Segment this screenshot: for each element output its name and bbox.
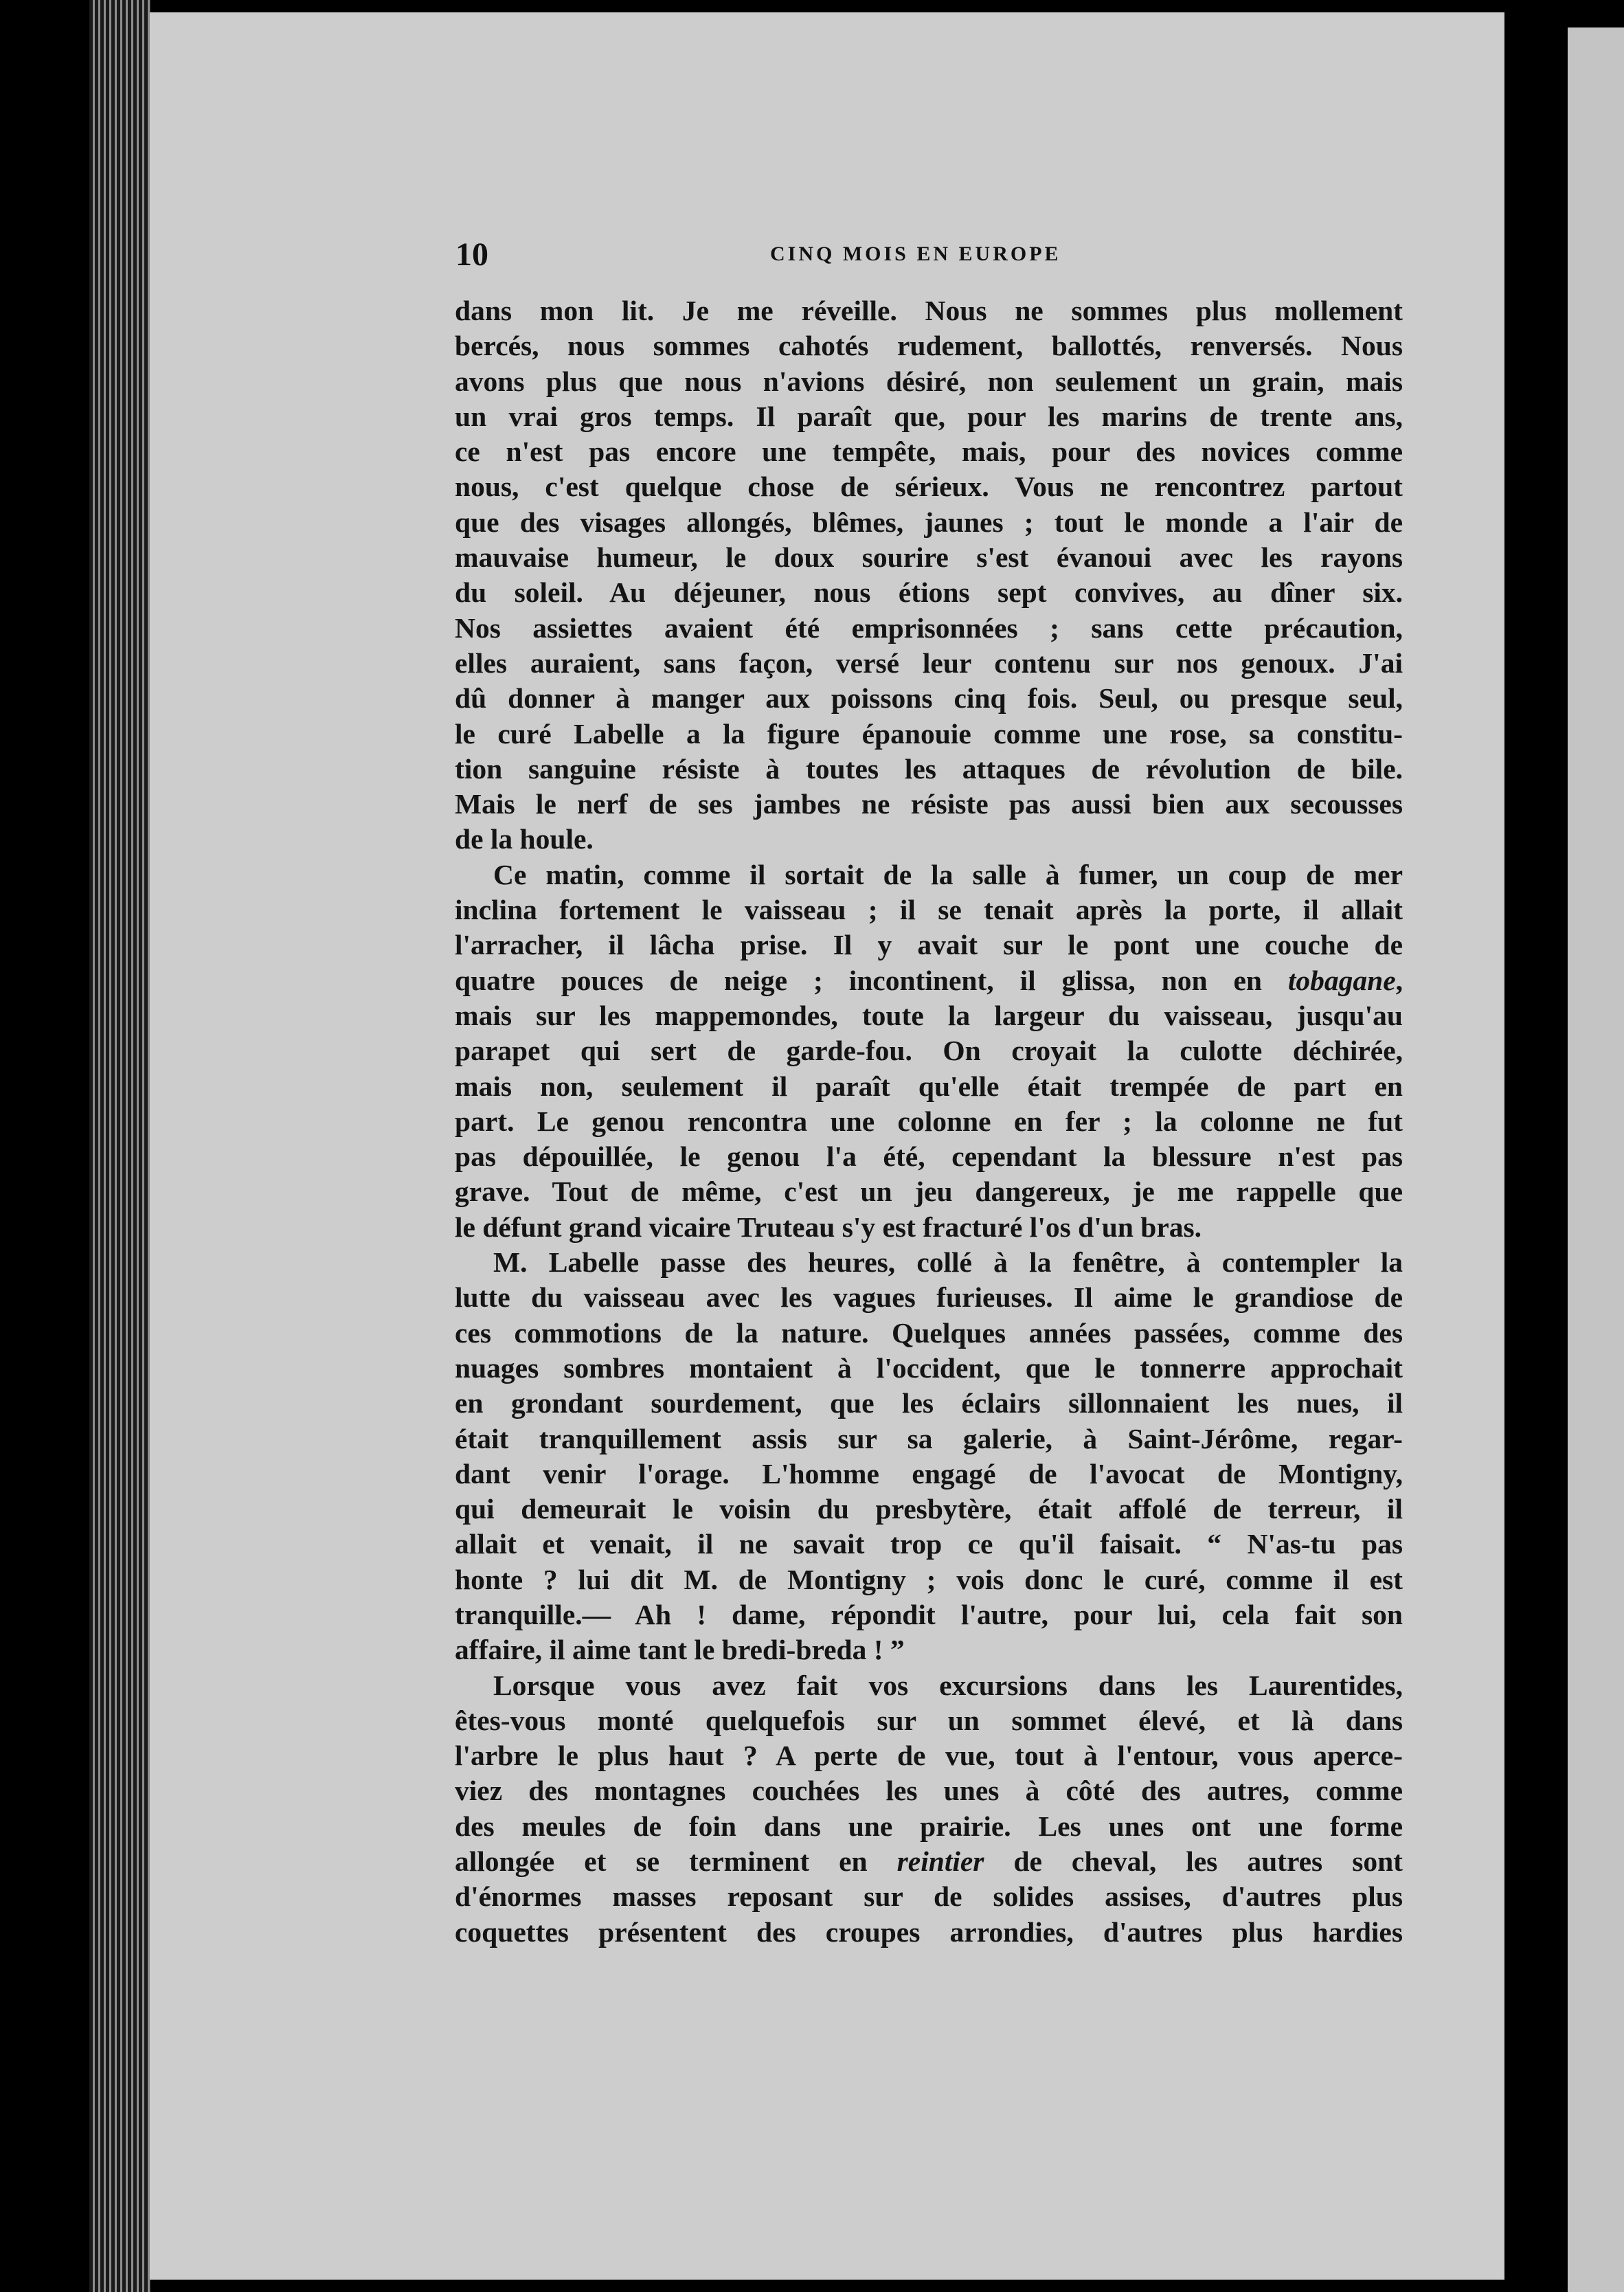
text-line bbox=[455, 399, 1403, 434]
text-line bbox=[455, 1562, 1403, 1597]
text-line-content: honte ? lui dit M. de Montigny ; vois donc le curé, comme il est bbox=[455, 1563, 1403, 1595]
text-line-content: allait et venait, il ne savait trop ce qu'il faisait. “ N'as-tu pas bbox=[455, 1528, 1403, 1560]
text-line bbox=[455, 293, 1403, 328]
text-line-content: tion sanguine résiste à toutes les attaques de révolution de bile. bbox=[455, 752, 1403, 785]
text-line bbox=[455, 892, 1403, 928]
text-line bbox=[455, 787, 1403, 822]
text-line-content: inclina fortement le vaisseau ; il se tenait après la porte, il allait bbox=[455, 894, 1403, 926]
text-line-content: grave. Tout de même, c'est un jeu dangereux, je me rappelle que bbox=[455, 1176, 1403, 1208]
text-line-content: ce n'est pas encore une tempête, mais, pour des novices comme bbox=[455, 436, 1403, 468]
running-head bbox=[303, 236, 1416, 277]
text-line-content: êtes-vous monté quelquefois sur un sommet élevé, et là dans bbox=[455, 1704, 1403, 1736]
text-line bbox=[455, 1351, 1403, 1386]
text-line-content: d'énormes masses reposant sur de solides assises, d'autres plus bbox=[455, 1880, 1403, 1913]
text-line bbox=[455, 1422, 1403, 1457]
text-line-content: l'arracher, il lâcha prise. Il y avait sur le pont une couche de bbox=[455, 929, 1403, 961]
text-line bbox=[455, 1139, 1403, 1174]
text-line bbox=[455, 646, 1403, 681]
page-stack-edges bbox=[89, 0, 151, 2292]
page-number: 10 bbox=[455, 236, 488, 273]
text-line bbox=[455, 1104, 1403, 1139]
text-line bbox=[455, 857, 1403, 892]
text-line-content: était tranquillement assis sur sa galerie, à Saint-Jérôme, regar- bbox=[455, 1422, 1403, 1454]
text-line bbox=[455, 364, 1403, 399]
text-line-content: des meules de foin dans une prairie. Les unes ont une forme bbox=[455, 1810, 1403, 1842]
italic-word: reintier bbox=[896, 1845, 984, 1878]
text-line-content: du soleil. Au déjeuner, nous étions sept convives, au dîner six. bbox=[455, 576, 1403, 609]
text-line-content: avons plus que nous n'avions désiré, non seulement un grain, mais bbox=[455, 365, 1403, 397]
text-line bbox=[455, 540, 1403, 575]
text-line bbox=[455, 1457, 1403, 1492]
text-line bbox=[455, 1527, 1403, 1562]
text-line-content: ces commotions de la nature. Quelques années passées, comme des bbox=[455, 1316, 1403, 1349]
text-line-content: le curé Labelle a la figure épanouie comme une rose, sa constitu- bbox=[455, 717, 1403, 750]
text-line-content: nuages sombres montaient à l'occident, que le tonnerre approchait bbox=[455, 1351, 1403, 1384]
text-line-content: Ce matin, comme il sortait de la salle à fumer, un coup de mer bbox=[493, 858, 1403, 890]
text-line bbox=[455, 1492, 1403, 1527]
text-line bbox=[455, 1844, 1403, 1879]
text-line-content: viez des montagnes couchées les unes à côté des autres, comme bbox=[455, 1775, 1403, 1807]
text-line-content: dû donner à manger aux poissons cinq fois. Seul, ou presque seul, bbox=[455, 682, 1403, 715]
text-line-content: qui demeurait le voisin du presbytère, était affolé de terreur, il bbox=[455, 1493, 1403, 1525]
text-line bbox=[455, 505, 1403, 540]
text-line-content: que des visages allongés, blêmes, jaunes ; tout le monde a l'air de bbox=[455, 506, 1403, 538]
text-line bbox=[455, 1069, 1403, 1104]
text-line bbox=[455, 1879, 1403, 1914]
text-line bbox=[455, 1245, 1403, 1280]
text-line-content: nous, c'est quelque chose de sérieux. Vous ne rencontrez partout bbox=[455, 471, 1403, 503]
text-line bbox=[455, 998, 1403, 1033]
text-line bbox=[455, 1773, 1403, 1808]
text-line bbox=[455, 1033, 1403, 1068]
text-line-content: M. Labelle passe des heures, collé à la fenêtre, à contempler la bbox=[493, 1246, 1403, 1279]
text-line-content: part. Le genou rencontra une colonne en fer ; la colonne ne fut bbox=[455, 1105, 1403, 1137]
text-line-content: quatre pouces de neige ; incontinent, il glissa, non en bbox=[455, 964, 1288, 996]
text-line bbox=[455, 611, 1403, 646]
facing-page-edge bbox=[1568, 27, 1624, 2292]
text-line bbox=[455, 1210, 1403, 1245]
text-line-content: de la houle. bbox=[455, 823, 594, 855]
text-line-content: Nos assiettes avaient été emprisonnées ; sans cette précaution, bbox=[455, 611, 1403, 644]
text-line-content: l'arbre le plus haut ? A perte de vue, tout à l'entour, vous aperce- bbox=[455, 1740, 1403, 1772]
text-line-content: mauvaise humeur, le doux sourire s'est évanoui avec les rayons bbox=[455, 541, 1403, 574]
text-line bbox=[455, 963, 1403, 998]
text-line bbox=[455, 328, 1403, 363]
text-line bbox=[455, 928, 1403, 963]
text-line bbox=[455, 1174, 1403, 1209]
text-line bbox=[455, 717, 1403, 752]
text-line bbox=[455, 1597, 1403, 1632]
book-title: CINQ MOIS EN EUROPE bbox=[770, 243, 1061, 265]
text-line-tail: de cheval, les autres sont bbox=[984, 1845, 1403, 1878]
body-text bbox=[455, 293, 1403, 1950]
text-line-content: dans mon lit. Je me réveille. Nous ne sommes plus mollement bbox=[455, 295, 1403, 326]
text-line bbox=[455, 822, 1403, 857]
text-line bbox=[455, 1738, 1403, 1773]
text-line-content: un vrai gros temps. Il paraît que, pour les marins de trente ans, bbox=[455, 400, 1403, 432]
text-line bbox=[455, 1632, 1403, 1667]
text-line-content: le défunt grand vicaire Truteau s'y est fracturé l'os d'un bras. bbox=[455, 1211, 1202, 1243]
text-line bbox=[455, 1280, 1403, 1315]
text-line bbox=[455, 1316, 1403, 1351]
text-line-content: tranquille.— Ah ! dame, répondit l'autre, pour lui, cela fait son bbox=[455, 1598, 1403, 1630]
text-line-content: lutte du vaisseau avec les vagues furieuses. Il aime le grandiose de bbox=[455, 1281, 1403, 1314]
text-line-content: mais sur les mappemondes, toute la largeur du vaisseau, jusqu'au bbox=[455, 999, 1403, 1031]
text-line bbox=[455, 434, 1403, 469]
text-line bbox=[455, 1703, 1403, 1738]
text-line-content: Mais le nerf de ses jambes ne résiste pas aussi bien aux secousses bbox=[455, 788, 1403, 820]
text-line bbox=[455, 575, 1403, 610]
text-line-content: mais non, seulement il paraît qu'elle était trempée de part en bbox=[455, 1070, 1403, 1102]
text-line-content: en grondant sourdement, que les éclairs sillonnaient les nues, il bbox=[455, 1387, 1403, 1419]
text-line-content: bercés, nous sommes cahotés rudement, ballottés, renversés. Nous bbox=[455, 330, 1403, 362]
text-line bbox=[455, 1668, 1403, 1703]
text-line bbox=[455, 1386, 1403, 1421]
text-line-content: Lorsque vous avez fait vos excursions dans les Laurentides, bbox=[493, 1669, 1403, 1701]
text-line bbox=[455, 752, 1403, 787]
text-line-content: coquettes présentent des croupes arrondies, d'autres plus hardies bbox=[455, 1915, 1403, 1948]
text-line-content: allongée et se terminent en bbox=[455, 1845, 897, 1878]
text-line-content: parapet qui sert de garde-fou. On croyait la culotte déchirée, bbox=[455, 1035, 1403, 1067]
text-line bbox=[455, 469, 1403, 504]
text-line-content: dant venir l'orage. L'homme engagé de l'avocat de Montigny, bbox=[455, 1457, 1403, 1490]
italic-word: tobagane bbox=[1287, 964, 1396, 996]
text-line bbox=[455, 681, 1403, 716]
text-line-content: pas dépouillée, le genou l'a été, cependant la blessure n'est pas bbox=[455, 1141, 1403, 1173]
text-line bbox=[455, 1809, 1403, 1844]
text-line-content: elles auraient, sans façon, versé leur contenu sur nos genoux. J'ai bbox=[455, 647, 1403, 679]
text-line-tail: , bbox=[1395, 964, 1403, 996]
text-line bbox=[455, 1915, 1403, 1950]
text-line-content: affaire, il aime tant le bredi-breda ! ” bbox=[455, 1634, 905, 1666]
